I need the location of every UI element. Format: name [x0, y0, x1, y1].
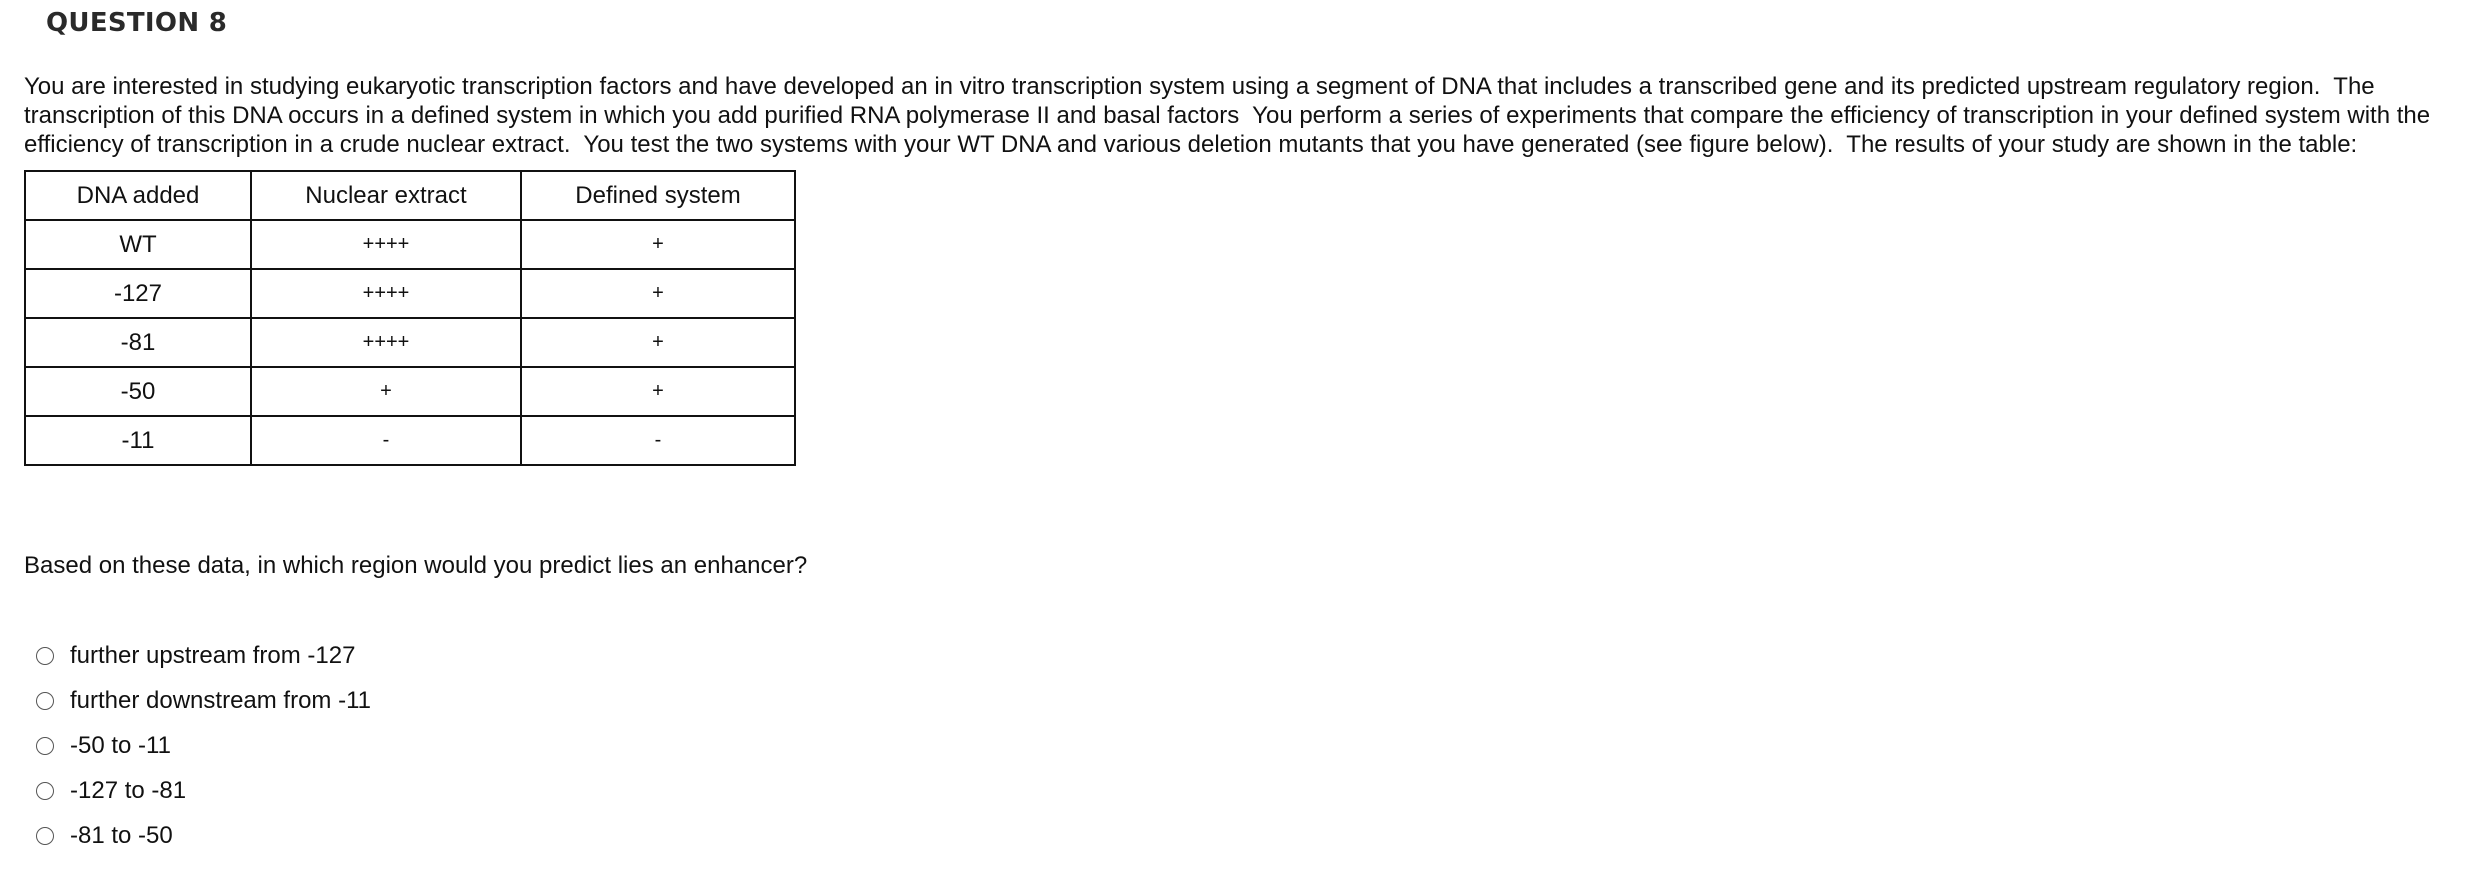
- cell-dna: WT: [25, 220, 251, 269]
- sub-prompt: Based on these data, in which region would you predict lies an enhancer?: [24, 552, 808, 579]
- answer-option-label: further upstream from -127: [70, 641, 356, 669]
- cell-defined-system: -: [521, 416, 795, 465]
- cell-nuclear-extract: ++++: [251, 220, 521, 269]
- cell-dna: -81: [25, 318, 251, 367]
- cell-nuclear-extract: ++++: [251, 318, 521, 367]
- table-row: [25, 367, 795, 416]
- header-nuclear-extract: Nuclear extract: [251, 171, 521, 220]
- header-defined-system: Defined system: [521, 171, 795, 220]
- question-prompt: You are interested in studying eukaryotic transcription factors and have developed an in vitro transcription system using a segment of DNA that includes a transcribed gene and its predicted upstream regulatory region. The transcription of this DNA occurs in a defined system in which you add purified RNA polymerase II and basal factors You perform a series of experiments that compare the efficiency of transcription in your defined system with the efficiency of transcription in a crude nuclear extract. You test the two systems with your WT DNA and various deletion mutants that you have generated (see figure below). The results of your study are shown in the table:: [24, 73, 2437, 158]
- cell-dna: -50: [25, 367, 251, 416]
- header-dna-added: DNA added: [25, 171, 251, 220]
- cell-nuclear-extract: +: [251, 367, 521, 416]
- radio-button[interactable]: [36, 692, 54, 710]
- answer-option[interactable]: [36, 813, 371, 858]
- cell-nuclear-extract: -: [251, 416, 521, 465]
- cell-defined-system: +: [521, 318, 795, 367]
- answer-option[interactable]: [36, 633, 371, 678]
- answer-option-label: -81 to -50: [70, 821, 173, 849]
- answer-option[interactable]: [36, 768, 371, 813]
- cell-defined-system: +: [521, 367, 795, 416]
- table-header-row: [25, 171, 795, 220]
- cell-defined-system: +: [521, 220, 795, 269]
- question-title: QUESTION 8: [46, 8, 228, 38]
- table-row: [25, 269, 795, 318]
- answer-option-label: -50 to -11: [70, 731, 171, 759]
- radio-button[interactable]: [36, 827, 54, 845]
- answer-options: [36, 633, 371, 858]
- answer-option-label: -127 to -81: [70, 776, 187, 804]
- table-row: [25, 220, 795, 269]
- radio-button[interactable]: [36, 782, 54, 800]
- radio-button[interactable]: [36, 647, 54, 665]
- answer-option[interactable]: [36, 678, 371, 723]
- table-row: [25, 416, 795, 465]
- results-table: [24, 170, 796, 466]
- cell-dna: -11: [25, 416, 251, 465]
- cell-defined-system: +: [521, 269, 795, 318]
- table-row: [25, 318, 795, 367]
- cell-dna: -127: [25, 269, 251, 318]
- cell-nuclear-extract: ++++: [251, 269, 521, 318]
- answer-option[interactable]: [36, 723, 371, 768]
- answer-option-label: further downstream from -11: [70, 686, 371, 714]
- radio-button[interactable]: [36, 737, 54, 755]
